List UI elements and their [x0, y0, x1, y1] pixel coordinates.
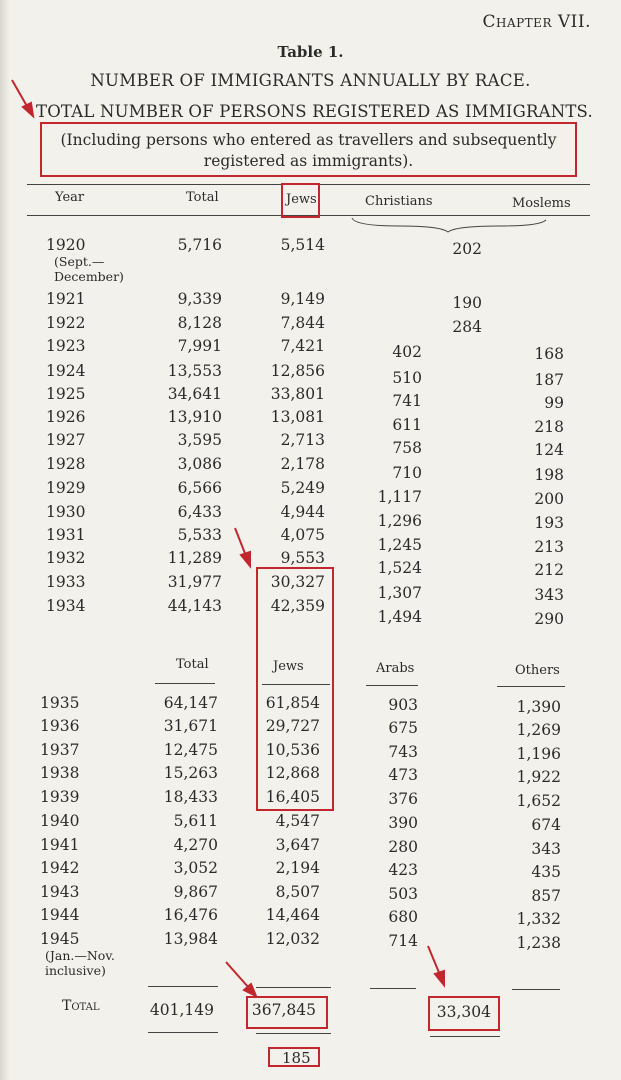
jews-cell: 9,553: [280, 549, 325, 567]
total-cell: 3,595: [177, 431, 222, 449]
total-label: Total: [62, 998, 100, 1014]
year-cell: 1934: [46, 597, 86, 615]
total-cell: 16,476: [163, 906, 218, 924]
jews-cell: 29,727: [265, 717, 320, 735]
year-cell: 1938: [40, 764, 80, 782]
col2-header-total: Total: [176, 657, 209, 672]
christians-cell: 510: [392, 369, 422, 387]
jews-cell: 30,327: [270, 573, 325, 591]
total-rule-others: [512, 989, 560, 990]
total-cell: 13,553: [167, 362, 222, 380]
moslems-cell: 168: [534, 345, 564, 363]
arabs-cell: 390: [388, 814, 418, 832]
col-header-christians: Christians: [365, 194, 433, 209]
total-cell: 11,289: [167, 549, 222, 567]
total-rule-arabs: [370, 988, 416, 989]
non-jews-combined-cell: 284: [452, 318, 482, 336]
year-cell: 1922: [46, 314, 86, 332]
moslems-cell: 187: [534, 371, 564, 389]
year-cell: 1921: [46, 290, 86, 308]
others-cell: 435: [531, 863, 561, 881]
christians-cell: 758: [392, 439, 422, 457]
jews-cell: 5,514: [280, 236, 325, 254]
moslems-cell: 200: [534, 490, 564, 508]
arabs-cell: 503: [388, 885, 418, 903]
moslems-cell: 198: [534, 466, 564, 484]
total-cell: 34,641: [167, 385, 222, 403]
jews-cell: 4,547: [275, 812, 320, 830]
jews-1933-1939-highlight: [256, 567, 334, 811]
table-note: (Including persons who entered as travellers and subsequently registered as immigrants).: [60, 131, 557, 170]
year-cell: 1924: [46, 362, 86, 380]
arabs-cell: 714: [388, 932, 418, 950]
jews-cell: 12,856: [270, 362, 325, 380]
total-rule-jews: [256, 987, 331, 988]
total-cell: 18,433: [163, 788, 218, 806]
christians-cell: 1,524: [377, 559, 422, 577]
others-cell: 857: [531, 887, 561, 905]
others-cell: 1,332: [516, 910, 561, 928]
jews-cell: 12,032: [265, 930, 320, 948]
arabs-cell: 473: [388, 766, 418, 784]
arrow-jews-total: [226, 962, 249, 988]
total-cell: 31,671: [163, 717, 218, 735]
jews-cell: 12,868: [265, 764, 320, 782]
arabs-cell: 675: [388, 719, 418, 737]
year-cell: 1943: [40, 883, 80, 901]
christians-cell: 1,117: [377, 488, 422, 506]
others-cell: 1,196: [516, 745, 561, 763]
arabs-cell: 423: [388, 861, 418, 879]
others-cell: 674: [531, 816, 561, 834]
total-jews: 367,845: [251, 1001, 316, 1019]
year-cell: 1929: [46, 479, 86, 497]
jews-cell: 42,359: [270, 597, 325, 615]
year-note: December): [54, 269, 124, 284]
moslems-cell: 213: [534, 538, 564, 556]
jews-cell: 13,081: [270, 408, 325, 426]
year-note: inclusive): [45, 963, 106, 978]
year-cell: 1927: [46, 431, 86, 449]
others-cell: 1,922: [516, 768, 561, 786]
year-cell: 1944: [40, 906, 80, 924]
moslems-cell: 212: [534, 561, 564, 579]
double-rule-total: [148, 1032, 218, 1033]
jews-cell: 5,249: [280, 479, 325, 497]
col-header-jews: Jews: [286, 192, 317, 207]
table-title: Table 1.: [277, 43, 344, 61]
total-cell: 3,086: [177, 455, 222, 473]
year-cell: 1936: [40, 717, 80, 735]
others-cell: 1,390: [516, 698, 561, 716]
total-cell: 9,867: [173, 883, 218, 901]
others-cell: 1,652: [516, 792, 561, 810]
grand-total: 401,149: [149, 1001, 214, 1019]
christians-cell: 402: [392, 343, 422, 361]
year-cell: 1945: [40, 930, 80, 948]
merge-brace: [352, 218, 546, 232]
year-cell: 1939: [40, 788, 80, 806]
total-non-jews-highlight: [428, 996, 500, 1031]
year-cell: 1937: [40, 741, 80, 759]
jews-cell: 10,536: [265, 741, 320, 759]
total-cell: 6,433: [177, 503, 222, 521]
moslems-cell: 343: [534, 586, 564, 604]
total-cell: 6,566: [177, 479, 222, 497]
moslems-cell: 124: [534, 441, 564, 459]
year-note: (Jan.—Nov.: [45, 948, 115, 963]
non-jews-combined-cell: 190: [452, 294, 482, 312]
total-cell: 5,533: [177, 526, 222, 544]
year-cell: 1932: [46, 549, 86, 567]
jews-cell: 9,149: [280, 290, 325, 308]
table-heading-line2: TOTAL NUMBER OF PERSONS REGISTERED AS IMMIGRANTS.: [36, 102, 593, 121]
christians-cell: 1,245: [377, 536, 422, 554]
jews-cell: 2,713: [280, 431, 325, 449]
page-number: 185: [282, 1049, 311, 1067]
table-heading-line1: NUMBER OF IMMIGRANTS ANNUALLY BY RACE.: [90, 71, 531, 90]
col2-rule-total: [155, 683, 215, 684]
total-cell: 13,984: [163, 930, 218, 948]
arabs-cell: 376: [388, 790, 418, 808]
others-cell: 1,269: [516, 721, 561, 739]
year-cell: 1931: [46, 526, 86, 544]
jews-cell: 14,464: [265, 906, 320, 924]
year-cell: 1933: [46, 573, 86, 591]
year-cell: 1942: [40, 859, 80, 877]
total-cell: 44,143: [167, 597, 222, 615]
arrow-note: [12, 80, 28, 108]
christians-cell: 611: [392, 416, 422, 434]
others-cell: 1,238: [516, 934, 561, 952]
arabs-cell: 903: [388, 696, 418, 714]
total-cell: 8,128: [177, 314, 222, 332]
moslems-cell: 193: [534, 514, 564, 532]
year-cell: 1925: [46, 385, 86, 403]
total-cell: 5,716: [177, 236, 222, 254]
year-cell: 1941: [40, 836, 80, 854]
total-cell: 31,977: [167, 573, 222, 591]
double-rule-jews: [256, 1033, 331, 1034]
arrow-nonjew-total: [428, 946, 440, 975]
col2-header-jews: Jews: [273, 659, 304, 674]
jews-cell: 16,405: [265, 788, 320, 806]
col2-rule-others: [497, 686, 565, 687]
year-cell: 1940: [40, 812, 80, 830]
christians-cell: 710: [392, 464, 422, 482]
chapter-heading: Chapter VII.: [482, 12, 591, 32]
page-number-highlight: [268, 1047, 320, 1067]
col2-header-arabs: Arabs: [376, 661, 415, 676]
total-cell: 13,910: [167, 408, 222, 426]
total-rule-total: [148, 986, 218, 987]
jews-cell: 2,178: [280, 455, 325, 473]
jews-cell: 61,854: [265, 694, 320, 712]
double-rule-nonjews: [430, 1036, 500, 1037]
year-cell: 1923: [46, 337, 86, 355]
jews-cell: 7,844: [280, 314, 325, 332]
arabs-cell: 743: [388, 743, 418, 761]
total-non-jews: 33,304: [436, 1003, 491, 1021]
total-cell: 9,339: [177, 290, 222, 308]
total-cell: 3,052: [173, 859, 218, 877]
jews-cell: 33,801: [270, 385, 325, 403]
arabs-cell: 280: [388, 838, 418, 856]
arabs-cell: 680: [388, 908, 418, 926]
non-jews-combined-cell: 202: [452, 240, 482, 258]
year-cell: 1926: [46, 408, 86, 426]
christians-cell: 1,307: [377, 584, 422, 602]
christians-cell: 1,494: [377, 608, 422, 626]
col2-header-others: Others: [515, 663, 560, 678]
total-cell: 15,263: [163, 764, 218, 782]
jews-cell: 3,647: [275, 836, 320, 854]
year-cell: 1930: [46, 503, 86, 521]
col-header-year: Year: [55, 190, 85, 205]
jews-cell: 4,075: [280, 526, 325, 544]
col2-rule-arabs: [366, 685, 418, 686]
others-cell: 343: [531, 840, 561, 858]
year-cell: 1928: [46, 455, 86, 473]
year-cell: 1935: [40, 694, 80, 712]
total-cell: 5,611: [173, 812, 218, 830]
jews-cell: 4,944: [280, 503, 325, 521]
jews-cell: 8,507: [275, 883, 320, 901]
total-cell: 7,991: [177, 337, 222, 355]
moslems-cell: 218: [534, 418, 564, 436]
col-header-total: Total: [186, 190, 219, 205]
year-note: (Sept.—: [54, 254, 105, 269]
jews-cell: 2,194: [275, 859, 320, 877]
total-cell: 12,475: [163, 741, 218, 759]
christians-cell: 1,296: [377, 512, 422, 530]
total-cell: 4,270: [173, 836, 218, 854]
moslems-cell: 290: [534, 610, 564, 628]
year-cell: 1920: [46, 236, 86, 254]
christians-cell: 741: [392, 392, 422, 410]
total-jews-highlight: [246, 996, 328, 1029]
moslems-cell: 99: [544, 394, 564, 412]
jews-cell: 7,421: [280, 337, 325, 355]
total-cell: 64,147: [163, 694, 218, 712]
col-header-moslems: Moslems: [512, 196, 571, 211]
